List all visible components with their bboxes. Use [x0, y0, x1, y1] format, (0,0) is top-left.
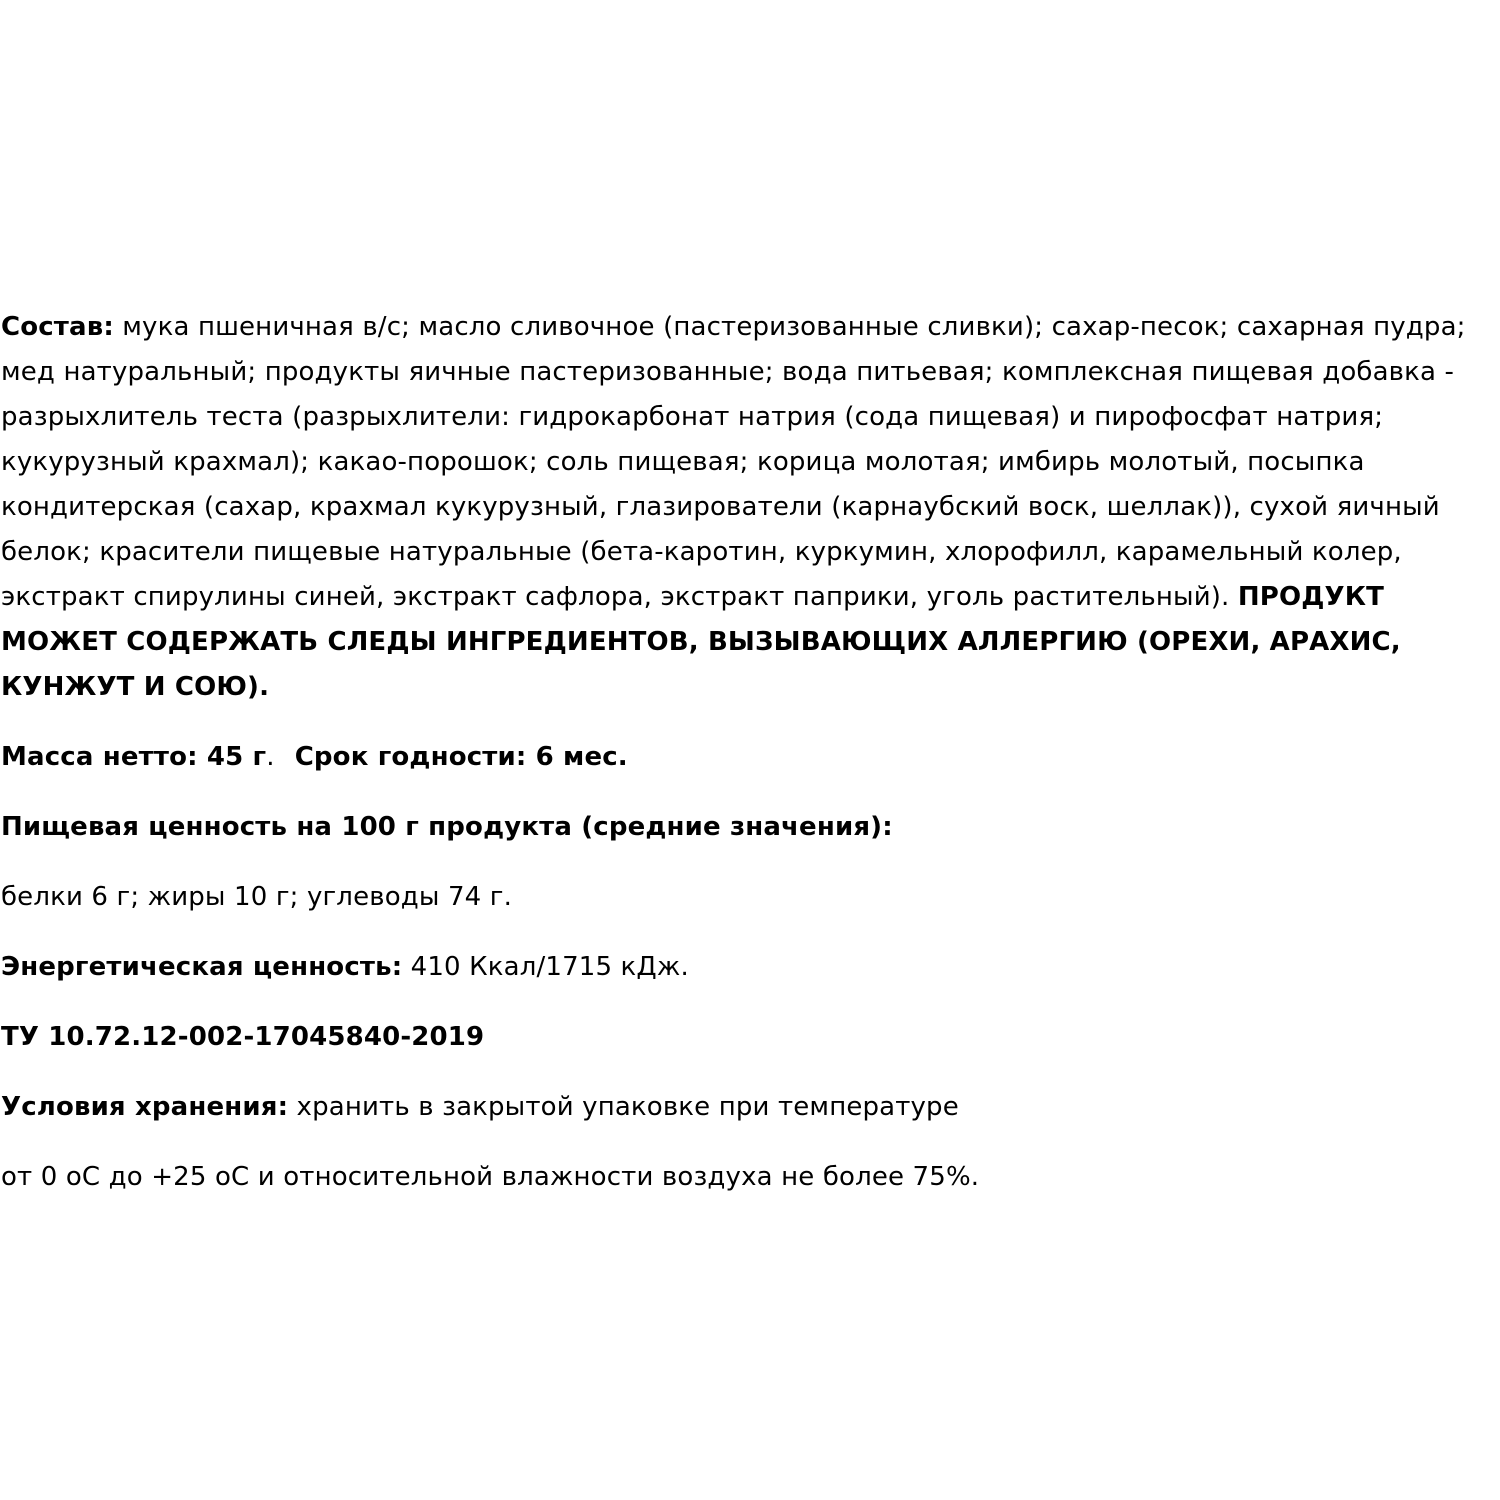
allergen-warning: ПРОДУКТ МОЖЕТ СОДЕРЖАТЬ СЛЕДЫ ИНГРЕДИЕНТОВ, ВЫЗЫВАЮЩИХ АЛЛЕРГИЮ (ОРЕХИ, АРАХИС, КУНЖУТ И СОЮ).	[1, 582, 1401, 702]
net-weight-separator: .	[266, 742, 275, 772]
net-weight: Масса нетто: 45 г	[1, 742, 267, 772]
composition-text: мука пшеничная в/с; масло сливочное (пастеризованные сливки); сахар-песок; сахарная пудра; мед натуральный; продукты яичные пастеризованные; вода питьевая; комплексная пищевая добавка - разрыхлитель теста (разрыхлители: гидрокарбонат натрия (сода пищевая) и пирофосфат натрия; кукурузный крахмал); какао-порошок; соль пищевая; корица молотая; имбирь молотый, посыпка кондитерская (сахар, крахмал кукурузный, глазирователи (карнаубский воск, шеллак)), сухой яичный белок; красители пищевые натуральные (бета-каротин, куркумин, хлорофилл, карамельный колер, экстракт спирулины синей, экстракт сафлора, экстракт паприки, уголь растительный).	[1, 312, 1466, 612]
energy-label: Энергетическая ценность:	[1, 952, 403, 982]
technical-standard: ТУ 10.72.12-002-17045840-2019	[1, 1022, 485, 1052]
composition-paragraph	[1, 305, 1500, 710]
storage-label: Условия хранения:	[1, 1092, 289, 1122]
storage-line	[1, 1085, 1500, 1130]
storage-conditions: от 0 оС до +25 оС и относительной влажности воздуха не более 75%.	[1, 1162, 980, 1192]
energy-line	[1, 945, 1500, 990]
nutrition-heading: Пищевая ценность на 100 г продукта (средние значения):	[1, 812, 893, 842]
net-weight-shelf-life-line	[1, 735, 1500, 780]
product-label-text	[1, 305, 1500, 1200]
nutrition-values: белки 6 г; жиры 10 г; углеводы 74 г.	[1, 882, 512, 912]
shelf-life: Срок годности: 6 мес.	[294, 742, 628, 772]
composition-label: Состав:	[1, 312, 114, 342]
energy-value: 410 Ккал/1715 кДж.	[402, 952, 689, 982]
storage-text: хранить в закрытой упаковке при температуре	[288, 1092, 959, 1122]
